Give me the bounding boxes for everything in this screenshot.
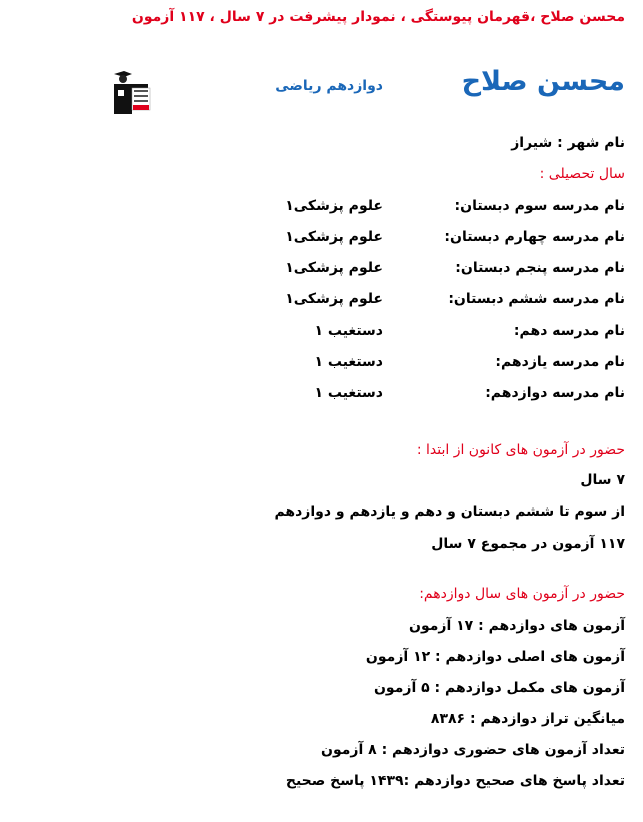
school-label: نام مدرسه چهارم دبستان: [444, 229, 625, 245]
grade12-stat-line: آزمون های مکمل دوازدهم : ۵ آزمون [373, 680, 625, 696]
school-value: دستغیب ۱ [314, 385, 383, 401]
kanoon-history-line: ۱۱۷ آزمون در مجموع ۷ سال [431, 536, 625, 552]
school-value: دستغیب ۱ [314, 354, 383, 370]
grade12-stat-line: تعداد پاسخ های صحیح دوازدهم :۱۴۳۹ پاسخ صحیح [285, 773, 625, 789]
graduate-logo-icon [108, 70, 152, 114]
student-name: محسن صلاح [461, 66, 625, 97]
academic-year-label: سال تحصیلی : [539, 166, 625, 182]
school-label: نام مدرسه ششم دبستان: [448, 291, 625, 307]
school-label: نام مدرسه پنجم دبستان: [455, 260, 625, 276]
school-value: علوم پزشکی۱ [285, 291, 383, 307]
page-title: محسن صلاح ،قهرمان پیوستگی ، نمودار پیشرفت در ۷ سال ، ۱۱۷ آزمون [131, 9, 625, 25]
city-line: نام شهر : شیراز [511, 135, 625, 151]
kanoon-history-line: از سوم تا ششم دبستان و دهم و یازدهم و دوازدهم [274, 504, 625, 520]
student-grade: دوازدهم ریاضی [275, 78, 383, 94]
grade12-stats-heading: حضور در آزمون های سال دوازدهم: [419, 586, 625, 602]
school-label: نام مدرسه سوم دبستان: [454, 198, 625, 214]
school-label: نام مدرسه دهم: [513, 323, 625, 339]
school-value: علوم پزشکی۱ [285, 198, 383, 214]
grade12-stat-line: آزمون های دوازدهم : ۱۷ آزمون [409, 618, 625, 634]
school-value: دستغیب ۱ [314, 323, 383, 339]
grade12-stat-line: تعداد آزمون های حضوری دوازدهم : ۸ آزمون [321, 742, 625, 758]
kanoon-history-heading: حضور در آزمون های کانون از ابتدا : [416, 442, 625, 458]
kanoon-history-line: ۷ سال [580, 472, 625, 488]
grade12-stat-line: آزمون های اصلی دوازدهم : ۱۲ آزمون [365, 649, 625, 665]
school-label: نام مدرسه دوازدهم: [485, 385, 625, 401]
school-value: علوم پزشکی۱ [285, 260, 383, 276]
grade12-stat-line: میانگین تراز دوازدهم : ۸۳۸۶ [430, 711, 625, 727]
school-label: نام مدرسه یازدهم: [495, 354, 625, 370]
school-value: علوم پزشکی۱ [285, 229, 383, 245]
